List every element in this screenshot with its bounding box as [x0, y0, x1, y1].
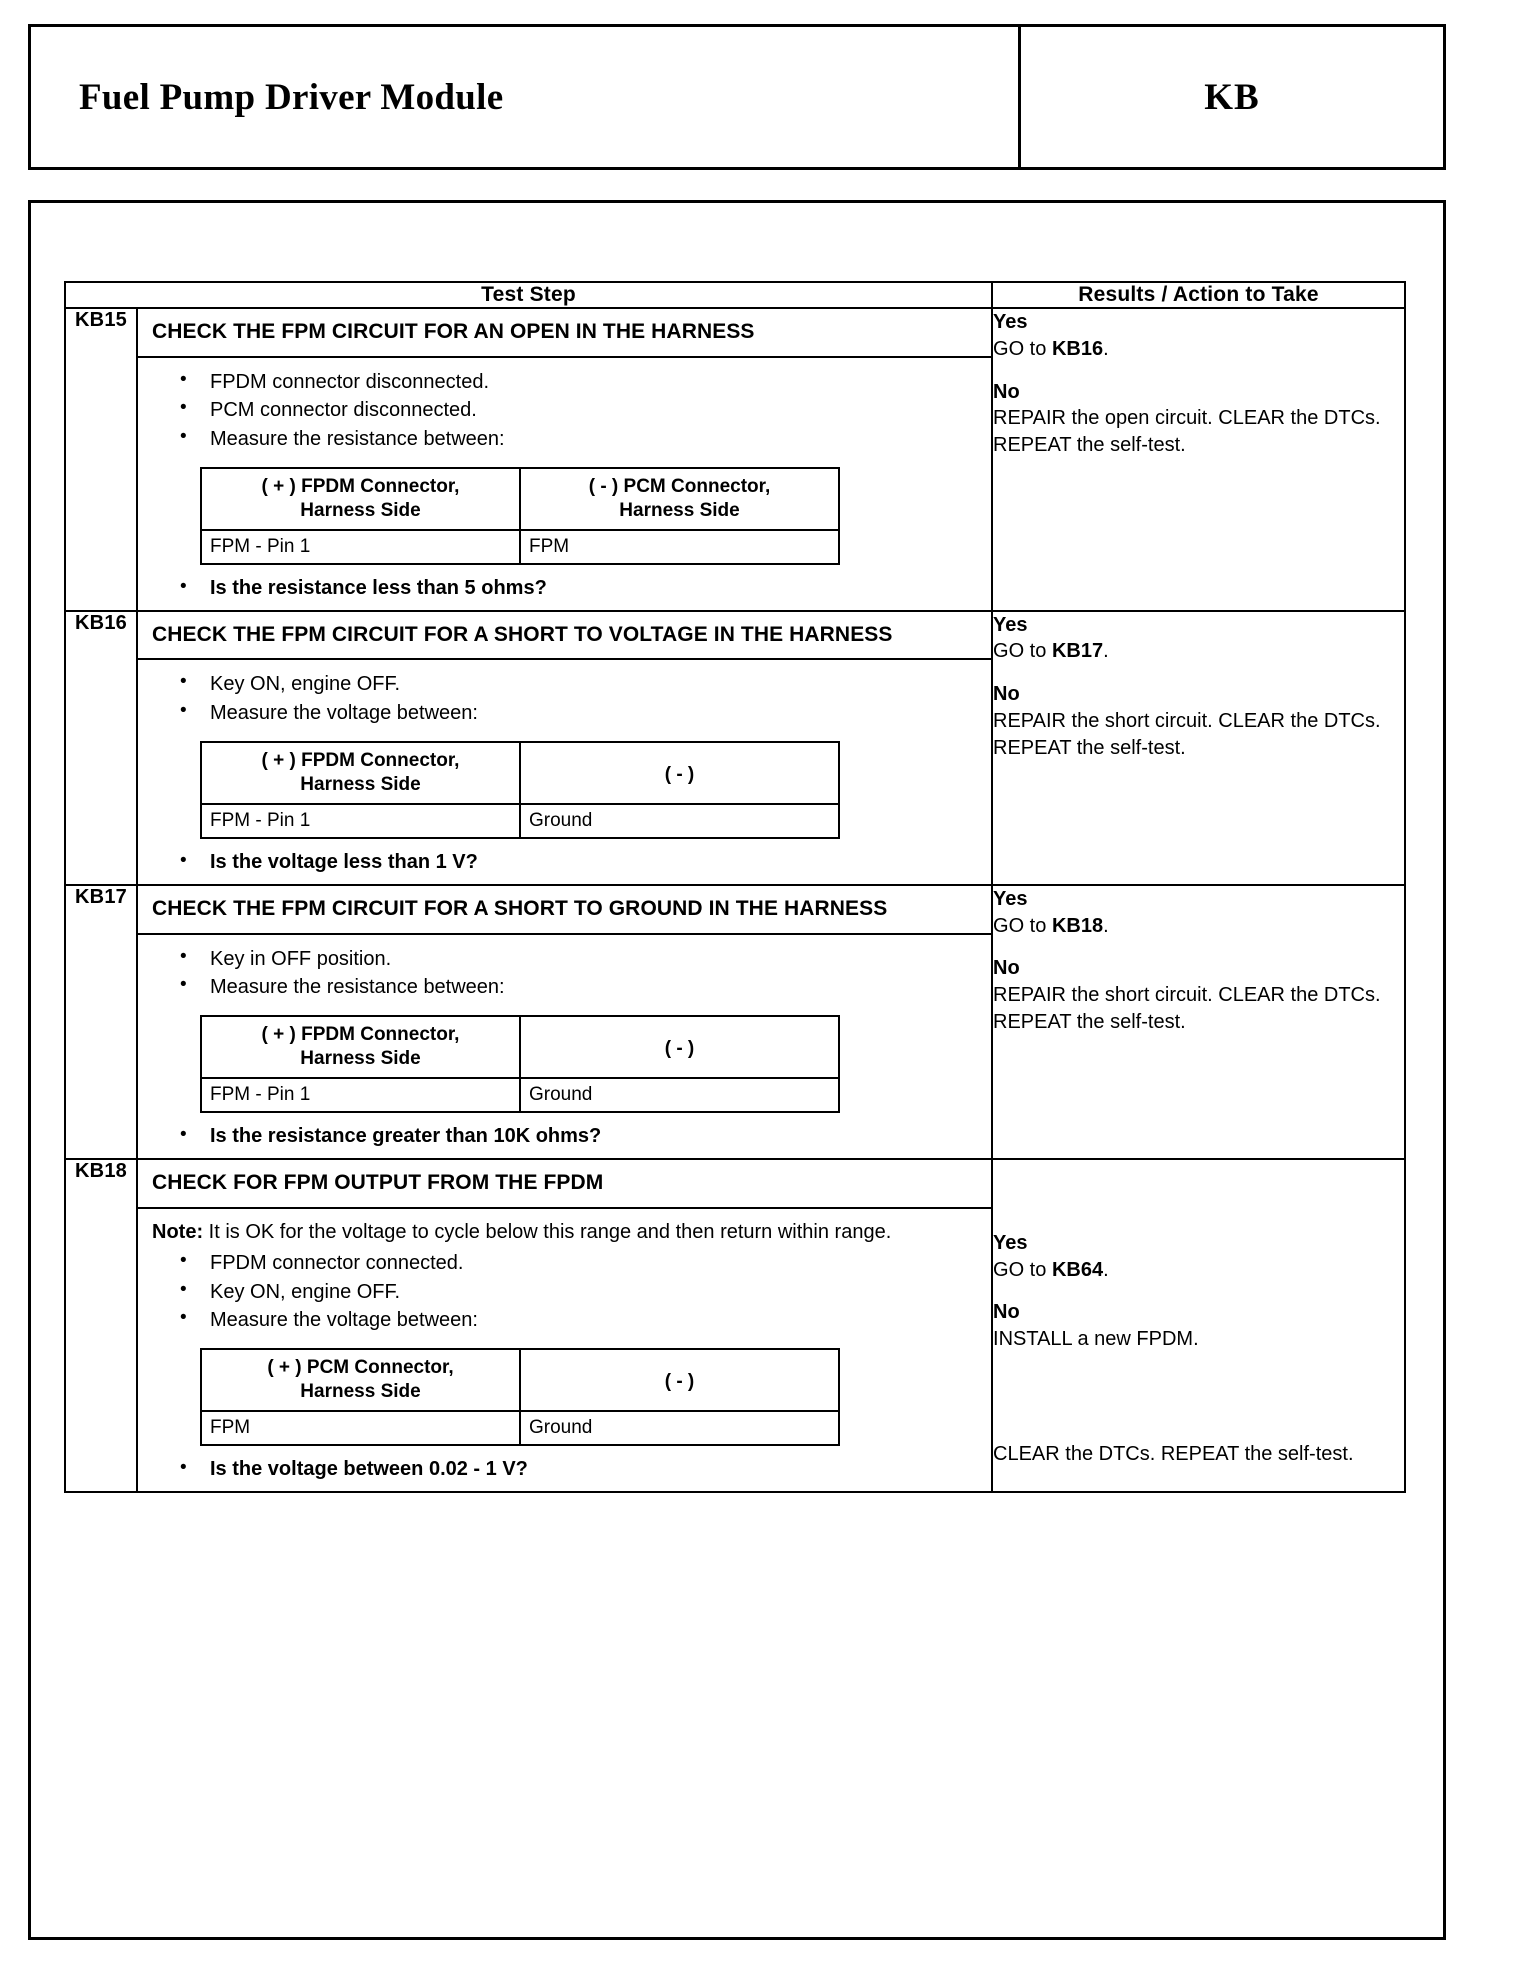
result-yes-action — [993, 913, 1404, 940]
measurement-value-negative: Ground — [520, 804, 839, 838]
measurement-header-line1: ( - ) PCM Connector, — [588, 476, 771, 498]
measurement-header-positive — [201, 1016, 520, 1078]
measurement-header-line1: ( - ) — [664, 1038, 695, 1060]
result-no-label: No — [993, 380, 1020, 403]
step-id-kb17: KB17 — [65, 885, 137, 1159]
measurement-value-row — [201, 530, 839, 564]
result-no-label: No — [993, 1301, 1020, 1324]
result-no-block — [993, 1299, 1404, 1353]
measurement-value-negative: Ground — [520, 1411, 839, 1445]
measurement-header-line1: ( - ) — [664, 1371, 695, 1393]
results-cell-kb18 — [992, 1159, 1405, 1492]
measurement-header-line1: ( + ) FPDM Connector, — [261, 476, 460, 498]
list-item: • FPDM connector connected. — [152, 1249, 979, 1277]
list-item: • Measure the voltage between: — [152, 699, 979, 727]
column-header-results: Results / Action to Take — [992, 282, 1405, 308]
step-content-kb16 — [137, 611, 992, 885]
step-body — [138, 358, 991, 610]
step-title: CHECK FOR FPM OUTPUT FROM THE FPDM — [138, 1160, 991, 1209]
step-question: • Is the resistance less than 5 ohms? — [152, 577, 979, 600]
list-item: • Measure the voltage between: — [152, 1306, 979, 1334]
list-item: • PCM connector disconnected. — [152, 396, 979, 424]
result-yes-block — [993, 612, 1404, 666]
result-goto-text: GO to — [993, 640, 1047, 663]
result-goto-text: GO to — [993, 337, 1047, 360]
result-no-label: No — [993, 957, 1020, 980]
measurement-value-positive: FPM - Pin 1 — [201, 530, 520, 564]
measurement-header-line2: Harness Side — [300, 1048, 421, 1070]
result-goto-text: GO to — [993, 914, 1047, 937]
measurement-header-line1: ( + ) PCM Connector, — [267, 1357, 454, 1379]
measurement-value-positive: FPM - Pin 1 — [201, 1078, 520, 1112]
measurement-value-row — [201, 1078, 839, 1112]
measurement-table — [200, 1015, 840, 1113]
step-title: CHECK THE FPM CIRCUIT FOR A SHORT TO VOLTAGE IN THE HARNESS — [138, 612, 991, 661]
step-id-kb16: KB16 — [65, 611, 137, 885]
step-id-kb15: KB15 — [65, 308, 137, 611]
measurement-table — [200, 1348, 840, 1446]
diagnostic-procedure-table — [64, 281, 1406, 1493]
spacer — [993, 939, 1404, 955]
measurement-header-line1: ( - ) — [664, 764, 695, 786]
result-goto-target: KB17 — [1051, 640, 1104, 663]
spacer — [993, 1283, 1404, 1299]
measurement-header-positive — [201, 468, 520, 530]
result-no-action: REPAIR the open circuit. CLEAR the DTCs. REPEAT the self-test. — [993, 407, 1381, 457]
note-text: It is OK for the voltage to cycle below this range and then return within range. — [203, 1220, 892, 1243]
measurement-header-positive — [201, 1349, 520, 1411]
measurement-value-positive: FPM - Pin 1 — [201, 804, 520, 838]
step-note — [152, 1219, 979, 1245]
result-yes-block — [993, 886, 1404, 940]
result-no-block — [993, 681, 1404, 761]
measurement-header-row — [201, 1016, 839, 1078]
result-no-action: REPAIR the short circuit. CLEAR the DTCs. REPEAT the self-test. — [993, 709, 1381, 759]
list-item: • Key ON, engine OFF. — [152, 1278, 979, 1306]
list-item: • Measure the resistance between: — [152, 425, 979, 453]
measurement-header-line2: Harness Side — [300, 499, 421, 521]
list-item: • Measure the resistance between: — [152, 973, 979, 1001]
result-no-block — [993, 379, 1404, 459]
step-body — [138, 935, 991, 1158]
measurement-value-negative: FPM — [520, 530, 839, 564]
step-bullet-list — [152, 1249, 979, 1334]
measurement-value-row — [201, 1411, 839, 1445]
result-no-action: INSTALL a new FPDM. — [993, 1328, 1199, 1351]
result-yes-label: Yes — [993, 1231, 1028, 1254]
measurement-header-line2: Harness Side — [300, 1381, 421, 1403]
step-title: CHECK THE FPM CIRCUIT FOR A SHORT TO GROUND IN THE HARNESS — [138, 886, 991, 935]
step-bullet-list — [152, 368, 979, 453]
section-code: KB — [1204, 76, 1260, 118]
result-tail-action: CLEAR the DTCs. REPEAT the self-test. — [993, 1443, 1354, 1466]
spacer — [993, 363, 1404, 379]
column-header-test-step: Test Step — [65, 282, 992, 308]
list-item: • Key ON, engine OFF. — [152, 670, 979, 698]
result-yes-block — [993, 309, 1404, 363]
table-row — [65, 308, 1405, 611]
page-title: Fuel Pump Driver Module — [79, 76, 504, 118]
table-header-row — [65, 282, 1405, 308]
list-item: • Key in OFF position. — [152, 945, 979, 973]
table-row — [65, 885, 1405, 1159]
measurement-header-negative — [520, 468, 839, 530]
result-goto-target: KB16 — [1051, 337, 1104, 360]
measurement-header-row — [201, 742, 839, 804]
result-goto-period: . — [1103, 337, 1109, 360]
measurement-header-positive — [201, 742, 520, 804]
result-yes-label: Yes — [993, 887, 1028, 910]
list-item: • FPDM connector disconnected. — [152, 368, 979, 396]
result-goto-target: KB18 — [1051, 914, 1104, 937]
step-id-kb18: KB18 — [65, 1159, 137, 1492]
measurement-header-row — [201, 468, 839, 530]
result-yes-action — [993, 638, 1404, 665]
result-no-block — [993, 955, 1404, 1035]
step-bullet-list — [152, 945, 979, 1002]
result-yes-block — [993, 1230, 1404, 1284]
measurement-header-negative — [520, 1016, 839, 1078]
step-content-kb15 — [137, 308, 992, 611]
results-cell-kb17 — [992, 885, 1405, 1159]
step-question: • Is the resistance greater than 10K ohms? — [152, 1125, 979, 1148]
spacer — [993, 665, 1404, 681]
table-row — [65, 1159, 1405, 1492]
header-code-cell — [1021, 27, 1443, 167]
step-question: • Is the voltage between 0.02 - 1 V? — [152, 1458, 979, 1481]
result-yes-action — [993, 1257, 1404, 1284]
result-yes-label: Yes — [993, 613, 1028, 636]
note-label: Note: — [152, 1220, 204, 1243]
measurement-value-row — [201, 804, 839, 838]
measurement-table — [200, 741, 840, 839]
step-title: CHECK THE FPM CIRCUIT FOR AN OPEN IN THE HARNESS — [138, 309, 991, 358]
step-body — [138, 660, 991, 883]
step-content-kb17 — [137, 885, 992, 1159]
result-yes-action — [993, 336, 1404, 363]
step-body — [138, 1209, 991, 1491]
header-title-cell — [31, 27, 1021, 167]
step-question: • Is the voltage less than 1 V? — [152, 851, 979, 874]
measurement-value-positive: FPM — [201, 1411, 520, 1445]
measurement-table — [200, 467, 840, 565]
result-goto-period: . — [1103, 640, 1109, 663]
result-goto-text: GO to — [993, 1258, 1047, 1281]
measurement-header-negative — [520, 742, 839, 804]
table-row — [65, 611, 1405, 885]
results-cell-kb15 — [992, 308, 1405, 611]
results-cell-kb16 — [992, 611, 1405, 885]
measurement-header-line1: ( + ) FPDM Connector, — [261, 1024, 460, 1046]
measurement-header-negative — [520, 1349, 839, 1411]
measurement-header-line2: Harness Side — [300, 773, 421, 795]
result-no-action: REPAIR the short circuit. CLEAR the DTCs. REPEAT the self-test. — [993, 984, 1381, 1033]
step-content-kb18 — [137, 1159, 992, 1492]
measurement-header-line2: Harness Side — [619, 499, 740, 521]
result-goto-period: . — [1103, 1258, 1109, 1281]
measurement-header-row — [201, 1349, 839, 1411]
result-goto-period: . — [1103, 914, 1109, 937]
step-bullet-list — [152, 670, 979, 727]
result-no-label: No — [993, 683, 1020, 706]
result-yes-label: Yes — [993, 311, 1028, 333]
result-goto-target: KB64 — [1051, 1258, 1104, 1281]
page-header — [28, 24, 1446, 170]
measurement-value-negative: Ground — [520, 1078, 839, 1112]
measurement-header-line1: ( + ) FPDM Connector, — [261, 750, 460, 772]
spacer — [993, 1160, 1404, 1230]
